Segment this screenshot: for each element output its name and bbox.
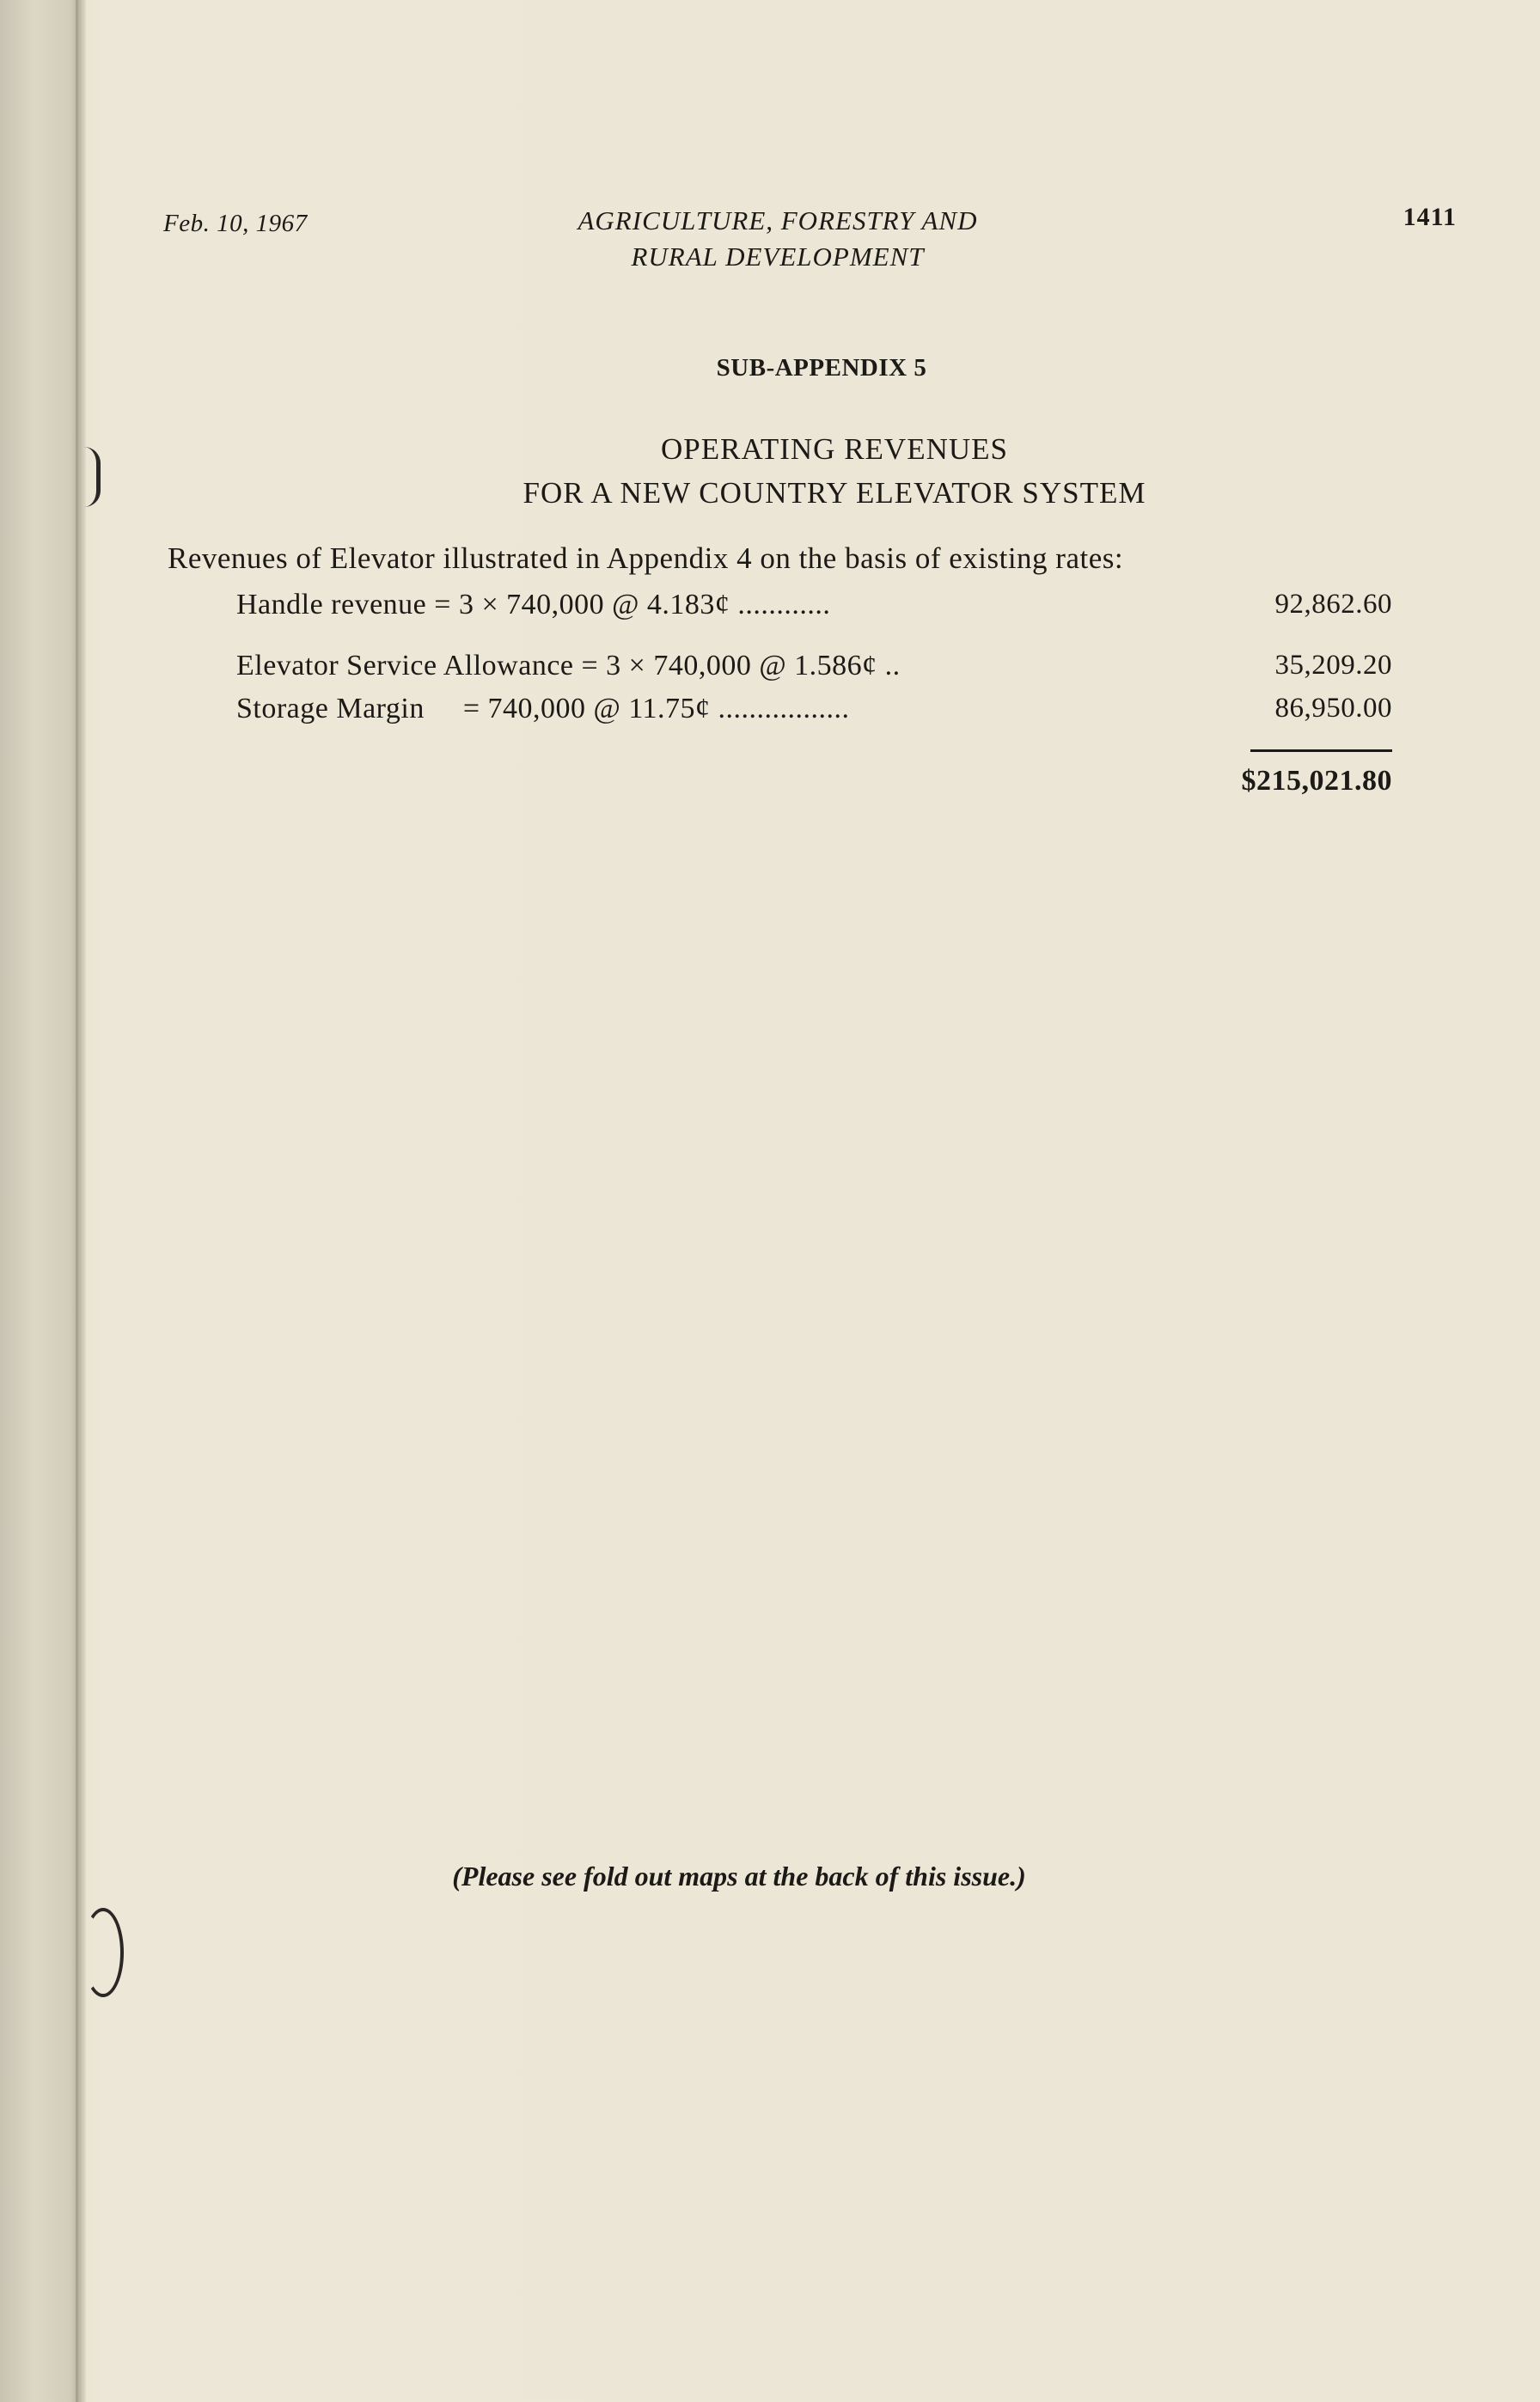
page-number: 1411 — [1402, 203, 1457, 231]
header-title-line-1: AGRICULTURE, FORESTRY AND — [578, 205, 978, 235]
footer-note-text: (Please see fold out maps at the back of this issue.) — [452, 1861, 1026, 1892]
header-title — [464, 203, 1091, 275]
header-date: Feb. 10, 1967 — [163, 210, 308, 237]
total-divider — [1250, 749, 1392, 752]
intro-paragraph: Revenues of Elevator illustrated in Appendix 4 on the basis of existing rates: — [168, 541, 1124, 575]
revenue-row — [236, 693, 1392, 736]
sub-appendix-text: SUB-APPENDIX 5 — [716, 354, 927, 382]
revenue-label: Elevator Service Allowance = 3 × 740,000 @ 1.586¢ .. — [236, 650, 901, 681]
header-title-line-2: RURAL DEVELOPMENT — [631, 241, 925, 272]
heading-line-2: FOR A NEW COUNTRY ELEVATOR SYSTEM — [522, 476, 1146, 510]
revenue-label: Storage Margin = 740,000 @ 11.75¢ ................. — [236, 693, 850, 724]
page-header — [163, 203, 1457, 280]
heading-line-1: OPERATING REVENUES — [661, 432, 1008, 466]
revenue-row — [236, 589, 1392, 632]
revenue-amount: 86,950.00 — [1274, 693, 1392, 724]
footer-note — [0, 1861, 1540, 1892]
total-amount: $215,021.80 — [1241, 765, 1392, 797]
section-heading — [0, 427, 1540, 515]
revenue-amount: 35,209.20 — [1274, 650, 1392, 681]
revenue-row — [236, 650, 1392, 693]
sub-appendix-label — [0, 354, 1540, 382]
revenue-label: Handle revenue = 3 × 740,000 @ 4.183¢ ............ — [236, 589, 831, 620]
binding-ring-bottom — [82, 1908, 124, 1997]
revenue-amount: 92,862.60 — [1274, 589, 1392, 620]
